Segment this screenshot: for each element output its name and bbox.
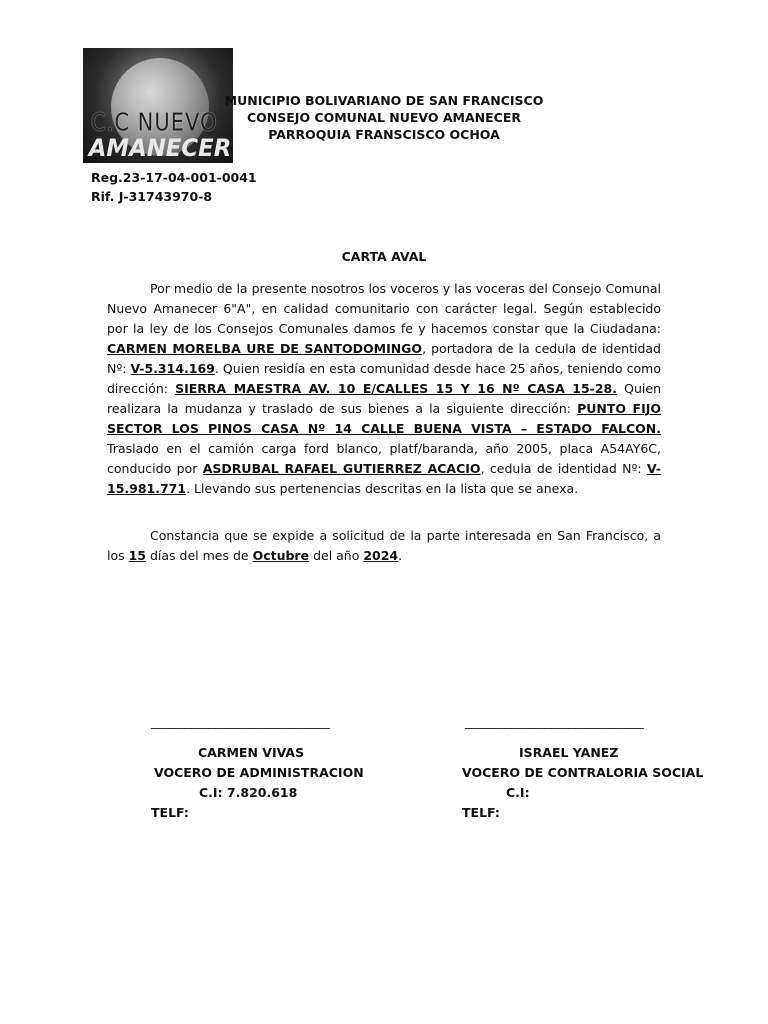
citizen-name: CARMEN MORELBA URE DE SANTODOMINGO (107, 341, 423, 356)
address-to: PUNTO FIJO SECTOR LOS PINOS CASA Nº 14 CALLE BUENA VISTA – ESTADO FALCON. (107, 401, 661, 436)
signer-left-ci: C.I: 7.820.618 (199, 785, 298, 800)
constancia-year: 2024 (363, 548, 399, 563)
signer-left-name: CARMEN VIVAS (198, 745, 305, 760)
signer-right-role: VOCERO DE CONTRALORIA SOCIAL (462, 765, 704, 780)
constancia-text-1: Constancia que se expide a solicitud de la parte interesada en San Francisco, a los (107, 528, 661, 563)
signer-right-telf: TELF: (462, 805, 500, 820)
body-paragraph (107, 279, 661, 499)
body-text-6: , cedula de identidad Nº: (480, 461, 648, 476)
signature-line-left: _______________________________ (151, 714, 330, 729)
registry-number: Reg.23-17-04-001-0041 (91, 170, 257, 185)
citizen-id: V-5.314.169 (130, 361, 215, 376)
address-from: SIERRA MAESTRA AV. 10 E/CALLES 15 Y 16 Nº CASA 15-28. (175, 381, 617, 396)
body-text-1: Por medio de la presente nosotros los voceros y las voceras del Consejo Comunal Nuevo Amanecer 6"A", en calidad comunitario con carácter legal. Según establecido por la ley de los Consejos Comunales damos fe y hacemos constar que la Ciudadana: (107, 281, 661, 336)
document-title: CARTA AVAL (341, 249, 427, 264)
body-text-5: Traslado en el camión carga ford blanco, platf/baranda, año 2005, placa A54AY6C, conducido por (107, 441, 661, 476)
letterhead (200, 92, 568, 143)
signer-left-role: VOCERO DE ADMINISTRACION (154, 765, 364, 780)
signature-line-right: _______________________________ (465, 714, 644, 729)
signer-right-ci: C.I: (506, 785, 530, 800)
header-municipio: MUNICIPIO BOLIVARIANO DE SAN FRANCISCO (224, 93, 544, 108)
constancia-paragraph (107, 526, 661, 566)
constancia-day: 15 (128, 548, 147, 563)
signer-left-telf: TELF: (151, 805, 189, 820)
signer-right-name: ISRAEL YANEZ (519, 745, 619, 760)
constancia-text-4: . (398, 548, 403, 563)
driver-id: V-15.981.771 (107, 461, 661, 496)
logo-line-1: C.C NUEVO (91, 107, 218, 137)
header-consejo: CONSEJO COMUNAL NUEVO AMANECER (247, 110, 521, 125)
body-text-3: . Quien residía en esta comunidad desde hace 25 años, teniendo como dirección: (107, 361, 661, 396)
body-text-4: Quien realizara la mudanza y traslado de sus bienes a la siguiente dirección: (107, 381, 661, 416)
constancia-text-3: del año (309, 548, 364, 563)
constancia-month: Octubre (252, 548, 310, 563)
header-parroquia: PARROQUIA FRANSCISCO OCHOA (268, 127, 500, 142)
driver-name: ASDRUBAL RAFAEL GUTIERREZ ACACIO (202, 461, 481, 476)
logo-line-2: AMANECER (88, 134, 232, 162)
body-text-2: , portadora de la cedula de identidad Nº: (107, 341, 661, 376)
registry-info (91, 168, 257, 206)
body-text-7: . Llevando sus pertenencias descritas en la lista que se anexa. (186, 481, 579, 496)
constancia-text-2: días del mes de (146, 548, 253, 563)
rif-number: Rif. J-31743970-8 (91, 189, 213, 204)
